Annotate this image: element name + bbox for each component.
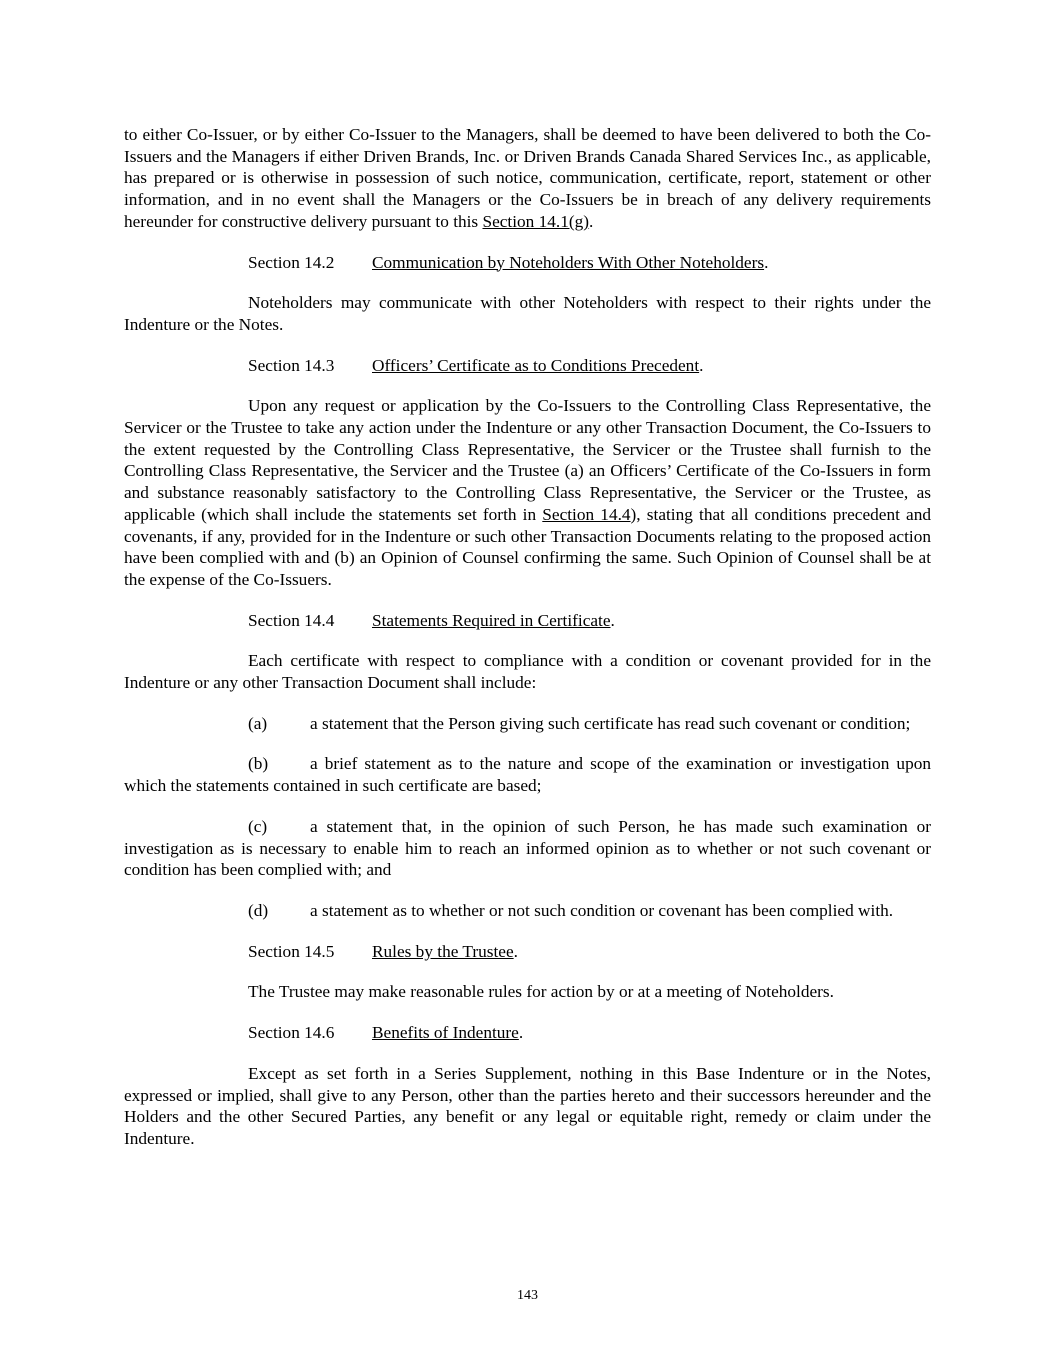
document-body [124, 124, 931, 1150]
section-number: Section 14.6 [248, 1023, 335, 1043]
section-14-4-heading: Section 14.4 Statements Required in Certificate. [248, 610, 615, 630]
section-title: Rules by the Trustee [372, 941, 514, 961]
section-number: Section 14.5 [248, 941, 335, 961]
list-item-b: (b) a brief statement as to the nature and scope of the examination or investigation upon which the statements contained in such certificate are based; [124, 754, 931, 796]
list-label: (c) [248, 816, 268, 836]
list-item-a: (a) a statement that the Person giving such certificate has read such covenant or condition; [248, 713, 911, 733]
section-14-6-heading: Section 14.6 Benefits of Indenture. [248, 1023, 524, 1043]
section-14-4-body: Each certificate with respect to compliance with a condition or covenant provided for in the Indenture or any other Transaction Document shall include: [124, 651, 931, 693]
section-title: Officers’ Certificate as to Conditions Precedent [372, 355, 700, 375]
section-number: Section 14.2 [248, 252, 335, 272]
section-number: Section 14.3 [248, 355, 335, 375]
list-label: (d) [248, 900, 269, 920]
section-14-2-body: Noteholders may communicate with other Noteholders with respect to their rights under the Indenture or the Notes. [124, 293, 931, 334]
section-14-3-body: Upon any request or application by the Co-Issuers to the Controlling Class Representative, the Servicer or the Trustee to take any action under the Indenture or any other Transaction Document, the Co-Issuers to the extent requested by the Controlling Class Representative, the Servicer or the Trustee shall furnish to the Controlling Class Representative, the Servicer and the Trustee (a) an Officers’ Certificate of the Co-Issuers in form and substance reasonably satisfactory to the Controlling Class Representative, the Servicer or the Trustee, as applicable (which shall include the statements set forth in Section 14.4), stating that all conditions precedent and covenants, if any, provided for in the Indenture or such other Transaction Documents relating to the proposed action have been complied with and (b) an Opinion of Counsel confirming the same. Such Opinion of Counsel shall be at the expense of the Co-Issuers. [124, 396, 931, 589]
section-14-6-body: Except as set forth in a Series Supplement, nothing in this Base Indenture or in the Notes, expressed or implied, shall give to any Person, other than the parties hereto and their successors hereunder and the Holders and the other Secured Parties, any benefit or any legal or equitable right, remedy or claim under the Indenture. [124, 1063, 931, 1148]
list-label: (b) [248, 754, 269, 774]
cross-reference-14-4: Section 14.4 [542, 504, 631, 524]
cross-reference-14-1g: Section 14.1(g) [482, 211, 590, 231]
section-title: Benefits of Indenture [372, 1023, 519, 1043]
list-item-c: (c) a statement that, in the opinion of such Person, he has made such examination or investigation as is necessary to enable him to reach an informed opinion as to whether or not such covenant or condition has been complied with; and [124, 816, 931, 880]
continuation-paragraph: to either Co-Issuer, or by either Co-Issuer to the Managers, shall be deemed to have been delivered to both the Co-Issuers and the Managers if either Driven Brands, Inc. or Driven Brands Canada Shared Services Inc., as applicable, has prepared or is otherwise in possession of such notice, communication, certificate, report, statement or other information, and in no event shall the Managers or the Co-Issuers be in breach of any delivery requirements hereunder for constructive delivery pursuant to this Section 14.1(g). [124, 125, 931, 231]
section-title: Communication by Noteholders With Other Noteholders [372, 252, 765, 272]
section-14-5-body: The Trustee may make reasonable rules for action by or at a meeting of Noteholders. [248, 982, 834, 1002]
section-title: Statements Required in Certificate [372, 610, 611, 630]
section-14-5-heading: Section 14.5 Rules by the Trustee. [248, 941, 518, 961]
section-number: Section 14.4 [248, 610, 335, 630]
page-number: 143 [517, 1288, 538, 1303]
list-label: (a) [248, 713, 268, 733]
section-14-2-heading: Section 14.2 Communication by Noteholders With Other Noteholders. [248, 252, 769, 272]
section-14-3-heading: Section 14.3 Officers’ Certificate as to Conditions Precedent. [248, 355, 704, 375]
list-item-d: (d) a statement as to whether or not such condition or covenant has been complied with. [248, 900, 894, 920]
